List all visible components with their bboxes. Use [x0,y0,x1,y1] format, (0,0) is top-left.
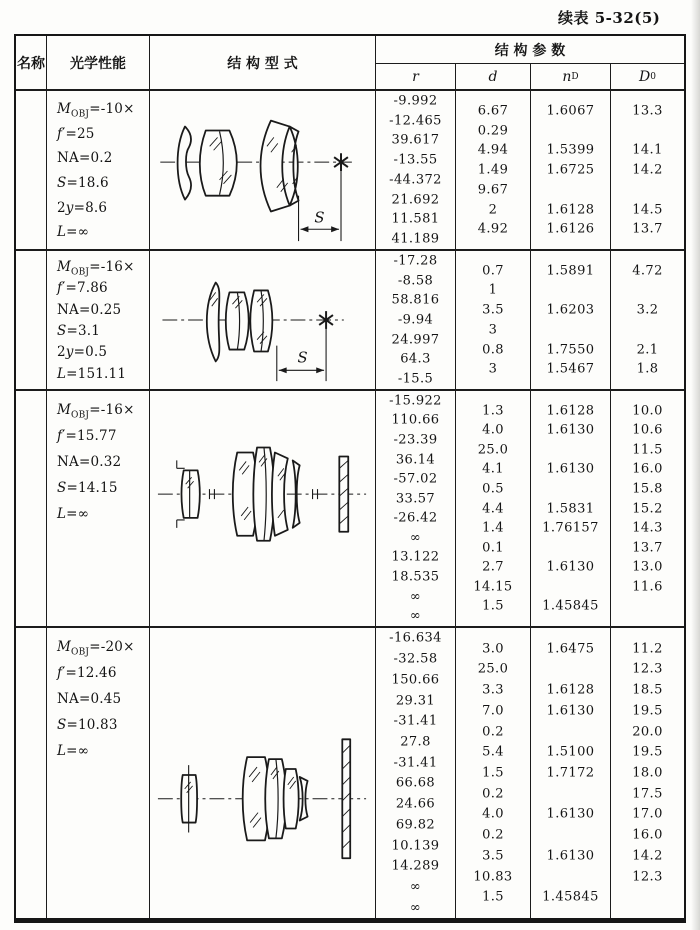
value-d: 4.94 [477,142,509,158]
spec-line: f′=12.46 [57,665,117,681]
param-col-r [375,389,455,626]
param-col-nD [530,89,610,249]
structure-diagram-cell [149,389,375,626]
col-header-optics: 光学性能 [46,36,149,89]
value-nD: 1.6203 [546,302,595,318]
value-r: -13.55 [393,152,438,168]
value-D0: 15.2 [632,501,663,516]
col-header-d: d [455,63,530,89]
value-d: 3.5 [482,848,504,864]
value-nD: 1.76157 [542,520,599,536]
value-d: 0.7 [482,263,504,279]
value-nD: 1.6475 [546,641,595,657]
value-r: -57.02 [393,471,438,487]
spec-line: $M_{OBJ}=-16\times$ [57,402,135,421]
value-d: 1.5 [482,598,504,614]
value-d: 25.0 [477,442,509,458]
name-cell [16,89,46,249]
param-col-d [455,389,530,626]
spec-line: NA=0.25 [57,301,122,318]
lens-diagram-row1 [150,91,375,249]
scan-page-edge [691,0,700,930]
value-r: 110.66 [391,412,440,428]
value-D0: 18.5 [632,682,663,698]
param-col-r [375,89,455,249]
value-D0: 14.2 [632,162,663,178]
svg-text:S: S [314,209,325,227]
value-nD: 1.6130 [546,422,595,438]
value-d: 3.0 [482,641,504,657]
value-r: 64.3 [400,351,431,367]
value-r: ∞ [409,879,422,895]
value-r: -9.94 [397,312,434,328]
value-nD: 1.45845 [542,598,599,614]
value-r: 27.8 [400,734,431,750]
value-nD: 1.5891 [546,263,595,279]
value-r: 24.997 [391,332,440,348]
value-d: 2.7 [482,559,504,575]
value-D0: 10.0 [632,403,663,419]
spec-line: NA=0.32 [57,454,122,470]
value-nD: 1.6126 [546,221,595,237]
value-nD: 1.5100 [546,744,595,760]
value-r: 58.816 [391,292,440,308]
value-D0: 18.0 [632,765,663,781]
spec-line: S=10.83 [57,717,118,733]
value-r: 41.189 [391,231,440,247]
spec-line: L=∞ [57,743,90,759]
col-header-nD: n D [530,63,610,89]
value-D0: 16.0 [632,461,663,477]
col-header-D0: D 0 [610,63,684,89]
value-d: 4.0 [482,422,504,438]
value-nD: 1.5831 [546,501,595,516]
structure-diagram-cell [149,249,375,389]
value-r: -31.41 [393,713,438,729]
value-r: 24.66 [395,796,436,812]
value-nD: 1.7550 [546,342,595,358]
value-D0: 14.3 [632,520,663,536]
col-header-name: 名称 [17,55,45,72]
spec-line: S=14.15 [57,480,118,496]
value-D0: 14.1 [632,142,663,158]
value-d: 25.0 [477,661,509,677]
spec-line: S=18.6 [57,175,109,192]
value-r: 150.66 [391,672,440,688]
value-d: 5.4 [482,744,504,760]
value-d: 1.5 [482,889,504,905]
value-D0: 11.2 [632,641,663,657]
value-r: 69.82 [395,817,436,833]
param-col-D0 [610,249,684,389]
value-d: 1.5 [482,765,504,781]
value-nD: 1.6130 [546,559,595,575]
value-D0: 4.72 [632,263,663,279]
spec-line: f′=15.77 [57,428,117,444]
value-r: 18.535 [391,569,440,585]
value-r: ∞ [409,589,422,605]
value-r: 66.68 [395,775,436,791]
spec-line: NA=0.2 [57,150,113,167]
value-D0: 17.0 [632,806,663,822]
value-D0: 15.8 [632,481,663,497]
value-d: 1.49 [477,162,509,178]
value-nD: 1.6130 [546,461,595,477]
optical-data-table [14,34,686,923]
value-r: -12.465 [389,113,442,129]
value-d: 0.8 [482,342,504,358]
value-nD: 1.45845 [542,889,599,905]
value-D0: 13.7 [632,221,663,237]
optical-specs-cell [46,249,149,389]
value-D0: 14.5 [632,202,663,217]
value-d: 0.1 [482,540,504,556]
value-r: -26.42 [393,510,438,526]
value-d: 3 [488,322,498,338]
spec-line: $M_{OBJ}=-20\times$ [57,639,135,658]
value-D0: 14.2 [632,848,663,864]
value-r: -15.922 [389,393,442,409]
value-r: 11.581 [391,211,440,227]
optical-specs-cell [46,389,149,626]
spec-line: $M_{OBJ}=-16\times$ [57,259,135,278]
value-r: ∞ [409,608,422,624]
value-D0: 10.6 [632,422,663,438]
value-r: 10.139 [391,838,440,853]
value-d: 1.3 [482,403,504,419]
value-nD: 1.5467 [546,361,595,377]
value-nD: 1.6725 [546,162,595,178]
value-d: 4.0 [482,806,504,822]
value-d: 4.92 [477,221,509,237]
value-D0: 16.0 [632,827,663,843]
value-r: -32.58 [393,651,438,667]
param-col-r [375,626,455,918]
value-D0: 12.3 [632,869,663,885]
value-d: 0.2 [482,827,504,843]
spec-line: f′=7.86 [57,280,108,297]
name-cell [16,626,46,918]
value-r: -17.28 [393,253,438,269]
value-nD: 1.6128 [546,202,595,217]
value-d: 3.3 [482,682,504,698]
param-col-D0 [610,89,684,249]
value-d: 7.0 [482,703,504,719]
param-col-d [455,626,530,918]
optical-specs-cell [46,626,149,918]
optical-specs-cell [46,89,149,249]
value-d: 4.4 [482,501,504,516]
value-d: 10.83 [473,869,513,885]
value-d: 1.4 [482,520,504,536]
value-d: 0.29 [477,123,509,138]
lens-diagram-row4 [150,628,375,918]
value-r: -15.5 [397,371,434,387]
value-nD: 1.6130 [546,806,595,822]
value-d: 6.67 [477,103,509,119]
value-D0: 1.8 [636,361,659,377]
value-r: 33.57 [395,491,436,507]
value-r: 29.31 [395,693,436,708]
value-r: -16.634 [389,630,442,646]
value-d: 0.5 [482,481,504,497]
spec-line: $M_{OBJ}=-10\times$ [57,101,135,120]
value-d: 1 [488,282,498,298]
name-cell [16,249,46,389]
structure-diagram-cell [149,626,375,918]
value-D0: 19.5 [632,744,663,760]
value-d: 0.2 [482,724,504,740]
param-col-nD [530,389,610,626]
value-nD: 1.6130 [546,848,595,864]
spec-line: S=3.1 [57,322,101,339]
value-D0: 11.6 [632,579,663,595]
spec-line: L=151.11 [57,365,127,382]
value-D0: 11.5 [632,442,663,458]
value-d: 9.67 [477,182,509,198]
value-r: ∞ [409,900,422,916]
value-D0: 13.7 [632,540,663,556]
value-D0: 17.5 [632,786,663,802]
value-r: 36.14 [395,452,436,468]
value-D0: 19.5 [632,703,663,719]
value-nD: 1.6128 [546,682,595,698]
param-col-nD [530,626,610,918]
table-caption: 续表 5-32(5) [558,9,661,27]
spec-line: L=∞ [57,506,90,522]
param-col-d [455,89,530,249]
value-r: 21.692 [391,192,440,208]
value-d: 4.1 [482,461,504,477]
value-r: -31.41 [393,755,438,771]
value-r: ∞ [409,530,422,546]
value-r: -23.39 [393,432,438,448]
value-D0: 2.1 [636,342,659,358]
col-header-r: r [375,63,455,89]
spec-line: NA=0.45 [57,691,122,707]
value-d: 3 [488,361,498,377]
value-d: 0.2 [482,786,504,802]
value-nD: 1.6130 [546,703,595,719]
col-header-structure: 结 构 型 式 [149,36,375,89]
spec-line: 2y=0.5 [57,344,108,361]
value-r: -9.992 [393,93,438,109]
value-d: 3.5 [482,302,504,318]
param-col-D0 [610,389,684,626]
value-nD: 1.6128 [546,403,595,419]
value-r: 13.122 [391,549,440,565]
value-r: -44.372 [389,172,442,188]
value-D0: 13.0 [632,559,663,575]
value-r: 39.617 [391,132,440,148]
spec-line: f′=25 [57,125,95,142]
lens-diagram-row2 [150,251,375,389]
svg-text:S: S [297,349,308,367]
value-D0: 20.0 [632,724,663,740]
value-D0: 3.2 [636,302,659,318]
value-nD: 1.6067 [546,103,595,119]
spec-line: 2y=8.6 [57,199,108,216]
value-nD: 1.5399 [546,142,595,158]
col-header-params: 结 构 参 数 [375,36,684,63]
param-col-nD [530,249,610,389]
name-cell [16,389,46,626]
param-col-d [455,249,530,389]
spec-line: L=∞ [57,224,90,241]
value-r: 14.289 [391,858,440,874]
value-nD: 1.7172 [546,765,595,781]
param-col-D0 [610,626,684,918]
param-col-r [375,249,455,389]
value-D0: 12.3 [632,661,663,677]
value-d: 14.15 [473,579,513,595]
value-D0: 13.3 [632,103,663,119]
lens-diagram-row3 [150,391,375,626]
value-r: -8.58 [397,273,434,289]
value-d: 2 [488,202,498,217]
structure-diagram-cell [149,89,375,249]
